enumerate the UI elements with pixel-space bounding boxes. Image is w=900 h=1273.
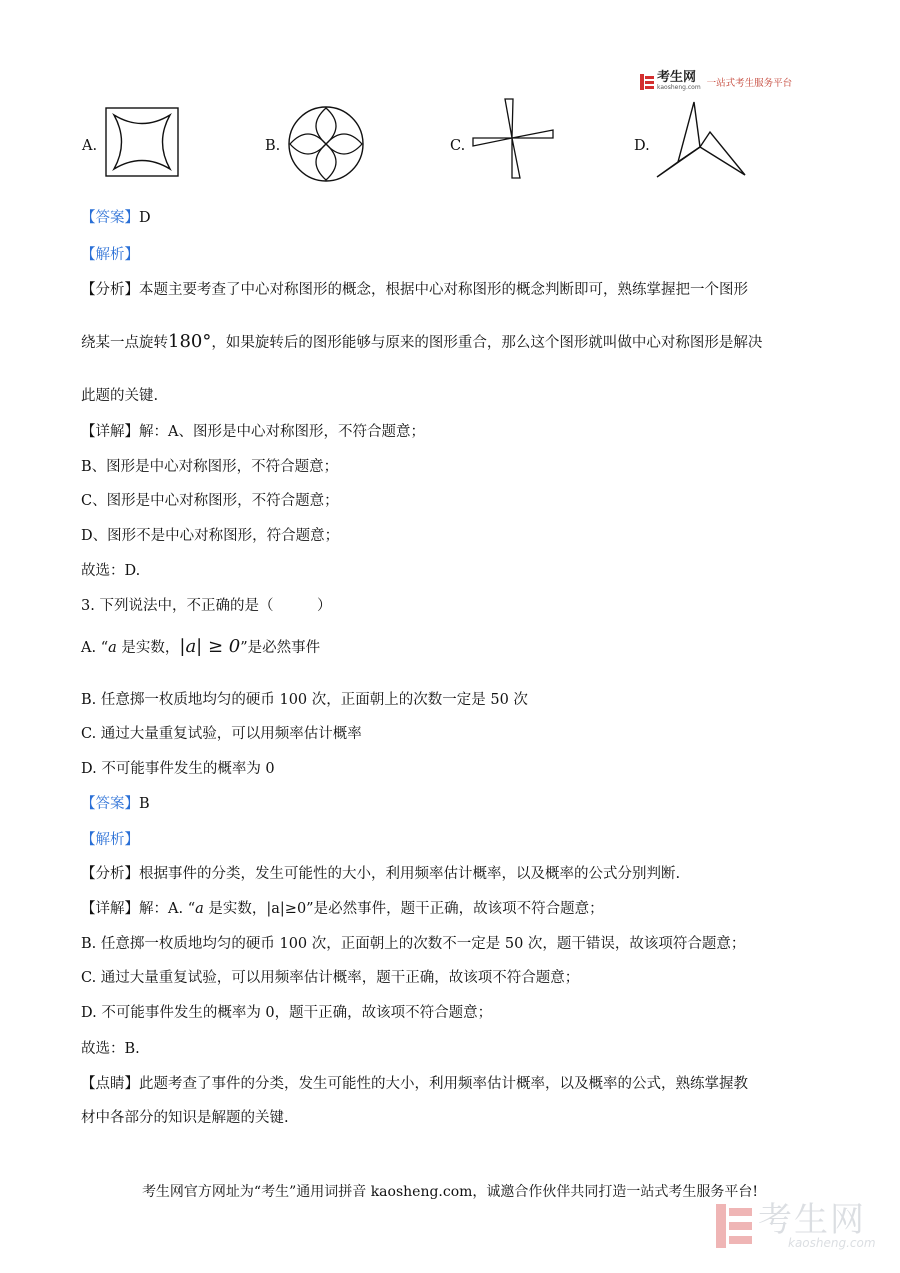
footer-text: 考生网官方网址为“考生”通用词拼音 kaosheng.com，诚邀合作伙伴共同打造一站式考生服务平台! <box>141 1184 759 1200</box>
watermark <box>716 1200 876 1250</box>
pinwheel-icon <box>470 96 556 180</box>
option-b-label: B. <box>265 138 281 154</box>
q3-detail-line2: B. 任意掷一枚质地均匀的硬币 100 次，正面朝上的次数不一定是 50 次，题干错误，故该项符合题意； <box>81 936 746 952</box>
angle-180: 180° <box>168 331 212 352</box>
watermark-sub: kaosheng.com <box>788 1236 876 1250</box>
q2-answer: 【答案】D <box>81 210 151 226</box>
q3-detail-line1: 【详解】解：A. “a 是实数，|a|≥0”是必然事件，题干正确，故该项不符合题意； <box>81 901 604 917</box>
q3-conclusion: 故选：B. <box>81 1041 140 1057</box>
q3-detail-line3: C. 通过大量重复试验，可以用频率估计概率，题干正确，故该项不符合题意； <box>81 970 580 986</box>
logo-slogan: 一站式考生服务平台 <box>706 77 793 89</box>
circle-with-four-petals-icon <box>286 104 366 184</box>
option-c-label: C. <box>450 138 466 154</box>
q3-answer: 【答案】B <box>81 796 150 812</box>
q2-fenxi-line2: 绕某一点旋转180°，如果旋转后的图形能够与原来的图形重合，那么这个图形就叫做中心对称图形是解决 <box>81 331 763 352</box>
q2-analysis-tag: 【解析】 <box>81 247 139 263</box>
q3-fenxi: 【分析】根据事件的分类，发生可能性的大小，利用频率估计概率，以及概率的公式分别判断. <box>81 866 681 882</box>
logo-name: 考生网 <box>657 70 697 85</box>
q3-detail-line4: D. 不可能事件发生的概率为 0，题干正确，故该项不符合题意； <box>81 1005 493 1021</box>
q3-dianjing-line1: 【点睛】此题考查了事件的分类，发生可能性的大小，利用频率估计概率，以及概率的公式，熟练掌握教 <box>81 1076 748 1092</box>
three-pointed-spinner-icon <box>654 100 748 180</box>
q3-dianjing-line2: 材中各部分的知识是解题的关键. <box>81 1110 289 1126</box>
square-with-concave-arcs-icon <box>104 106 180 178</box>
q3-option-d: D. 不可能事件发生的概率为 0 <box>81 761 275 777</box>
q3-stem: 3. 下列说法中，不正确的是（ ） <box>81 598 332 614</box>
q2-detail-line2: B、图形是中心对称图形，不符合题意； <box>81 459 339 475</box>
kaosheng-logo-icon <box>640 74 654 90</box>
q2-detail-line3: C、图形是中心对称图形，不符合题意； <box>81 493 339 509</box>
logo-domain: kaosheng.com <box>657 84 701 91</box>
q2-detail-line4: D、图形不是中心对称图形，符合题意； <box>81 528 340 544</box>
q3-option-a: A. “a 是实数，|a| ≥ 0”是必然事件 <box>81 636 321 657</box>
q2-conclusion: 故选：D. <box>81 563 141 579</box>
q3-option-c: C. 通过大量重复试验，可以用频率估计概率 <box>81 726 362 742</box>
watermark-logo-icon <box>716 1204 752 1248</box>
q2-detail-line1: 【详解】解：A、图形是中心对称图形，不符合题意； <box>81 424 425 440</box>
q2-fenxi-line1: 【分析】本题主要考查了中心对称图形的概念，根据中心对称图形的概念判断即可，熟练掌握把一个图形 <box>81 282 748 298</box>
abs-a-math: |a| ≥ 0 <box>179 636 241 657</box>
q3-option-b: B. 任意掷一枚质地均匀的硬币 100 次，正面朝上的次数一定是 50 次 <box>81 692 528 708</box>
watermark-main: 考生网 <box>758 1200 866 1240</box>
q3-analysis-tag: 【解析】 <box>81 832 139 848</box>
header-logo <box>640 72 792 91</box>
option-a-label: A. <box>82 138 98 154</box>
q2-fenxi-line3: 此题的关键. <box>81 388 159 404</box>
option-d-label: D. <box>634 138 650 154</box>
